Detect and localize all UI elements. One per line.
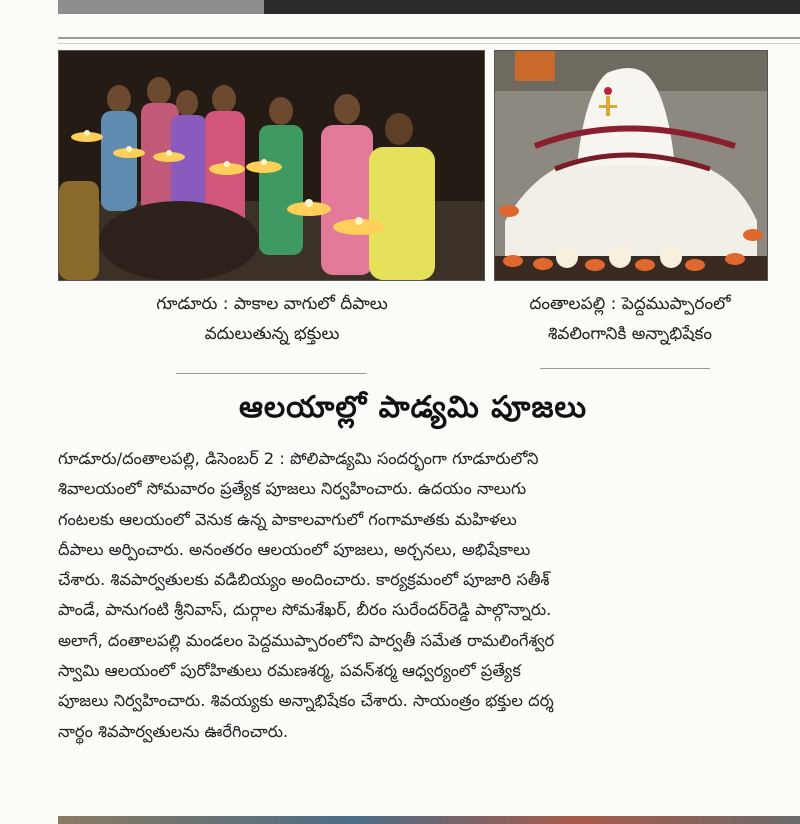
article-line: శివాలయంలో సోమవారం ప్రత్యేక పూజలు నిర్వహించారు. ఉదయం నాలుగు [58, 479, 527, 499]
right-caption-line1: దంతాలపల్లి : పెద్దముప్పారంలో [529, 294, 731, 314]
right-caption-line2: శివలింగానికి అన్నాభిషేకం [548, 324, 712, 344]
article-line: దీపాలు అర్పించారు. అనంతరం ఆలయంలో పూజలు, అర్చనలు, అభిషేకాలు [58, 539, 531, 559]
header-bar-segment [58, 0, 264, 14]
header-bar [58, 0, 800, 14]
right-caption-rule [540, 368, 710, 369]
top-rule [58, 37, 800, 39]
right-photo-caption [492, 289, 768, 349]
article-line: పాండే, పానుగంటి శ్రీనివాస్, దుర్గాల సోమశేఖర్, బీరం సురేందర్‌రెడ్డి పాల్గొన్నారు. [58, 600, 552, 620]
photo-shivalinga-illustration [495, 51, 767, 280]
left-caption-line2: వదులుతున్న భక్తులు [204, 324, 340, 344]
article-line: గంటలకు ఆలయంలో వెనుక ఉన్న పాకాలవాగులో గంగామాతకు మహిళలు [58, 509, 517, 529]
article-line: నార్థం శివపార్వతులను ఊరేగించారు. [58, 721, 289, 741]
left-caption-line1: గూడూరు : పాకాల వాగులో దీపాలు [156, 294, 388, 314]
top-rule-thin [58, 43, 800, 44]
photo-devotees-lamps [58, 50, 485, 281]
article-headline: ఆలయాల్లో పాడ్యమి పూజలు [238, 390, 588, 425]
article-line: పూజలు నిర్వహించారు. శివయ్యకు అన్నాభిషేకం చేశారు. సాయంత్రం భక్తుల దర్శ [58, 691, 554, 711]
article-line: గూడూరు/దంతాలపల్లి, డిసెంబర్ 2 : పోలిపాడ్యమి సందర్భంగా గూడూరులోని [58, 449, 539, 468]
article-line: స్వామి ఆలయంలో పురోహితులు రమణశర్మ, పవన్‌శర్మ ఆధ్వర్యంలో ప్రత్యేక [58, 661, 521, 681]
next-article-image-edge [58, 816, 800, 824]
article-line: చేశారు. శివపార్వతులకు వడిబియ్యం అందించారు. కార్యక్రమంలో పూజారి సతీశ్ [58, 570, 550, 590]
article-line: అలాగే, దంతాలపల్లి మండలం పెద్దముప్పారంలోని పార్వతీ సమేత రామలింగేశ్వర [58, 630, 555, 650]
left-photo-caption [60, 289, 484, 349]
photo-shivalinga [494, 50, 768, 281]
article-body [58, 444, 770, 747]
left-caption-rule [176, 373, 366, 374]
photo-devotees-illustration [59, 51, 484, 280]
